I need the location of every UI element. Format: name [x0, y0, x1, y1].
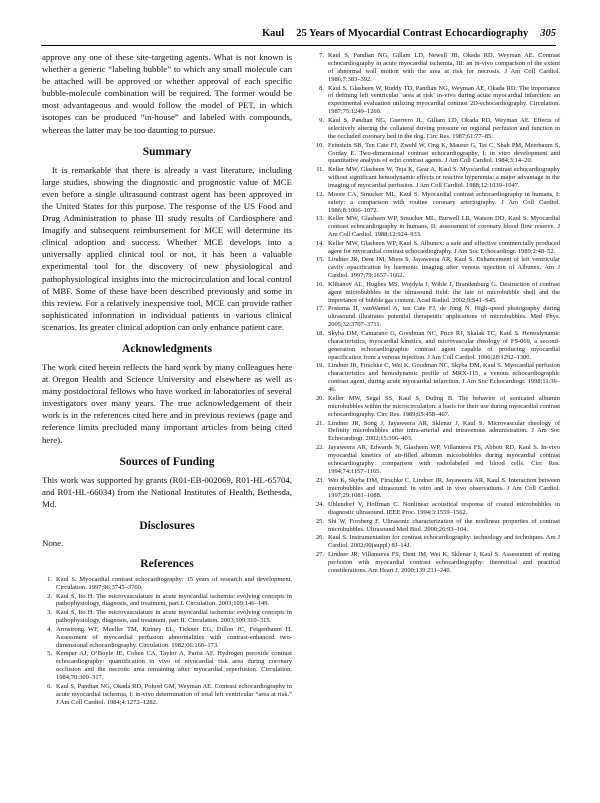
reference-item	[314, 191, 560, 215]
right-column	[314, 52, 560, 575]
reference-number: 10.	[315, 141, 324, 149]
funding-heading: Sources of Funding	[119, 455, 215, 468]
reference-text: Kaul S, Ito H. The microvasculature in acute myocardial ischemia: evolving concepts in pathophysiology, diagnosis, and treatment, part I. Circulation. 2003;109:146–149.	[56, 592, 292, 608]
reference-number: 9.	[319, 117, 324, 124]
reference-item	[314, 256, 560, 280]
reference-item	[314, 166, 560, 190]
reference-item	[314, 395, 560, 419]
reference-list-left	[42, 576, 292, 707]
reference-number: 8.	[319, 84, 324, 92]
reference-item	[314, 85, 560, 117]
reference-text: Uhlendorf V, Hoffman C. Nonlinear acoustical response of coated microbubbles in diagnostic ultrasound. IEEE Proc. 1994;3:1559–1562.	[328, 501, 560, 517]
reference-item	[314, 501, 560, 517]
reference-text: Moore CA, Smucker ML, Kaul S. Myocardial contrast echocardiography in humans, I: safety: a comparison with routine coronary arteriography. J Am Coll Cardiol. 1986;8:1066–1072.	[328, 190, 560, 214]
reference-text: Kaul S, Pandian NG, Guerrero JL, Gillam LD, Okada RD, Weyman AE. Effects of selectively altering the collateral driving pressure on regional perfusion and function in the occluded coronary bed in the dog. Circ Res. 1987;61:77–85.	[328, 117, 560, 140]
acknowledgments-heading: Acknowledgments	[121, 342, 213, 355]
funding-text: This work was supported by grants (R01-EB-002069, R01-HL-65704, and R01-HL-66034) from the National Institutes of Health, Bethesda, Md.	[42, 474, 292, 509]
reference-text: Klibanov AL, Hughes MS, Wojdyla J, Wible J, Brandenburg G. Destruction of contrast agent microbubbles in the ultrasound field: the fate of microbubble shell and the importance of bubble gas content. Acad Radiol. 2002;9:S41–S45.	[328, 280, 560, 304]
reference-number: 5.	[47, 650, 52, 658]
summary-heading: Summary	[142, 145, 192, 158]
reference-number: 24.	[315, 501, 324, 509]
reference-item	[42, 593, 292, 609]
header-rule	[41, 45, 556, 46]
reference-item	[42, 683, 292, 707]
reference-number: 11.	[316, 166, 324, 174]
reference-number: 14.	[315, 239, 324, 247]
page-number: 305	[540, 28, 556, 39]
reference-number: 16.	[315, 280, 324, 288]
reference-item	[42, 626, 292, 650]
reference-text: Keller MW, Glasheen WP, Smucker ML, Burwell LR, Watson DD, Kaul S. Myocardial contrast echocardiography in humans, II: assessment of coronary blood flow reserve. J Am Coll Cardiol. 1988;12:924–933.	[328, 215, 560, 239]
reference-number: 27.	[315, 550, 324, 558]
reference-number: 15.	[315, 256, 324, 264]
reference-text: Postema H, vanWamel A, ten Cate FJ, de Jong N. High-speed photography during ultrasound illustrates potential therapeutic applications of microbubbles. Med Phys. 2005;32:3707–3711.	[328, 305, 560, 329]
disclosures-text: None.	[42, 537, 64, 548]
reference-item	[314, 281, 560, 305]
reference-text: Kaul S. Instrumentation for contrast echocardiography: technology and techniques. Am J Cardiol. 2002;90(suppl) 8J–14J.	[328, 534, 560, 550]
reference-item	[42, 650, 292, 682]
reference-item	[42, 609, 292, 625]
reference-item	[314, 420, 560, 444]
header-running-title: 25 Years of Myocardial Contrast Echocardiography	[296, 28, 529, 39]
reference-text: Lindner JR, Song J, Jayaweera AR, Sklenar J, Kaul S. Microvascular rheology of Definity microbubbles after intra-arterial and intravenous administration. J Am Soc Echocardiogr. 2002;15:396–403.	[328, 419, 560, 443]
reference-item	[314, 305, 560, 329]
reference-number: 18.	[315, 329, 324, 337]
reference-text: Feinstein SB, Ten Cate FJ, Zwehl W, Ong K, Maurer G, Tei C, Shah PM, Meerbaum S, Corday E. Two-dimensional contrast echocardiography, I: in vitro development and quantitative analysis of echo contrast agents. J Am Coll Cardiol. 1984;3:14–20.	[328, 141, 560, 165]
reference-item	[314, 444, 560, 476]
disclosures-section	[42, 520, 292, 548]
reference-number: 19.	[315, 362, 324, 370]
reference-text: Skyba DM, Camarano G, Goodman NC, Price RJ, Skalak TC, Kaul S. Hemodynamic characteristics, myocardial kinetics, and microvascular rheology of FS-069, a second-generation echocardiographic contrast agent capable of producing myocardial opacification from a venous injection. J Am Coll Cardiol. 1996;28:1292–1300.	[328, 329, 560, 361]
reference-number: 2.	[47, 592, 52, 600]
reference-item	[314, 551, 560, 575]
left-column	[42, 51, 292, 707]
reference-number: 7.	[319, 52, 324, 59]
reference-number: 6.	[47, 682, 52, 690]
reference-item	[314, 117, 560, 141]
funding-section	[42, 456, 292, 510]
reference-text: Lindner JR, Dent JM, Moos S, Jayaweera AR, Kaul S. Enhancement of left ventricular cavity opacification by harmonic imaging after venous injection of Albunex. Am J Cardiol. 1997;79:1657–1662.	[328, 256, 560, 280]
reference-item	[314, 477, 560, 501]
reference-text: Shi W, Forsberg F. Ultrasonic characterization of the nonlinear properties of contrast microbubbles. Ultrasound Med Biol. 2000;26:93–104.	[328, 517, 560, 533]
reference-item	[314, 52, 560, 84]
disclosures-heading: Disclosures	[139, 519, 195, 532]
reference-number: 23.	[315, 476, 324, 484]
acknowledgments-text: The work cited herein reflects the hard work by many colleagues here at Oregon Health and Science University and elsewhere as well as many postdoctoral fellows who have worked in laboratories of several investigators over many years. The true acknowledgement of their work is in the references cited here and in previous reviews (page and reference limits precluded many important articles from being cited here).	[42, 361, 292, 445]
reference-text: Kaul S, Glasheen W, Ruddy TD, Pandian NG, Weyman AE, Okada RD. The importance of defining left ventricular ‘area at risk’ in-vivo during acute myocardial infarction: an experimental evaluation utilizing myocardial contrast 2D-echocardiography. Circulation. 1987;75:1249–1260.	[328, 84, 560, 116]
reference-item	[314, 330, 560, 362]
reference-text: Lindner JR, Firschke C, Wei K, Goodman NC, Skyba DM, Kaul S. Myocardial perfusion characteristics and hemodynamic profile of MRX-115, a venous echocardiographic contrast agent, during acute myocardial infarction. J Am Soc Echocardiogr. 1998;11:36–46.	[328, 362, 560, 394]
summary-paragraph: It is remarkable that there is already a vast literature, including large studies, showing the diagnostic and prognostic value of MCE even before a single ultrasound contrast agent has been approved in the United States for this purpose. The response of the US Food and Drug Administration to phase III study results of Cardiosphere and Imagify and subsequent reimbursement for MCE will determine its clinical adoption and success. Whether MCE develops into a universally applied clinical tool or not, it has been a valuable experimental tool for the discovery of new physiological and pathophysiological insights into the microcirculation and local control of MBF. Some of these have been described previously and some in this review. For a relatively inexpensive tool, MCE can provide rather sophisticated information in individual patients in various clinical scenarios. Its greater clinical adoption can only enhance patient care.	[42, 164, 292, 332]
reference-number: 17.	[315, 305, 324, 313]
reference-text: Kaul S, Pandian NG, Gillam LD, Newell JB, Okada RD, Weyman AE. Contrast echocardiography in acute myocardial ischemia, III: an in-vivo comparison of the extent of abnormal wall motion with the area at risk for necrosis. J Am Coll Cardiol. 1986;7:383–392.	[328, 52, 560, 83]
reference-item	[42, 576, 292, 592]
running-header	[0, 28, 556, 39]
reference-number: 25.	[315, 517, 324, 525]
reference-number: 12.	[315, 190, 324, 198]
reference-number: 22.	[315, 444, 324, 452]
reference-text: Jayaweera AR, Edwards N, Glasheen WP, Villanueva FS, Abbott RD, Kaul S. In-vivo myocardial kinetics of air-filled albumin microbubbles during myocardial contrast echocardiography: comparison with radiolabeled red blood cells. Circ Res. 1994;74:1157–1165.	[328, 444, 560, 475]
reference-text: Keller MW, Glasheen WP, Kaul S. Albunex: a safe and effective commercially produced agent for myocardial contrast echocardiography. J Am Soc Echocardiogr. 1989;2:48–52.	[328, 239, 560, 255]
header-author: Kaul	[262, 28, 285, 39]
reference-number: 21.	[315, 419, 324, 427]
summary-section	[42, 146, 292, 333]
reference-text: Keller MW, Segal SS, Kaul S, Duling B. The behavior of sonicated albumin microbubbles within the microcirculation: a basis for their use during myocardial contrast echocardiography. Circ Res. 1989;65:458–467.	[328, 394, 560, 418]
reference-number: 13.	[315, 215, 324, 223]
reference-item	[314, 215, 560, 239]
acknowledgments-section	[42, 343, 292, 446]
reference-item	[314, 362, 560, 394]
reference-number: 26.	[315, 534, 324, 542]
reference-text: Kaul S, Ito H. The microvasculature in acute myocardial ischemia: evolving concepts in pathophysiology, diagnosis, and treatment, part II. Circulation. 2003;109:310–315.	[56, 609, 292, 625]
reference-item	[314, 240, 560, 256]
reference-text: Keller MW, Glasheen W, Teja K, Gear A, Kaul S. Myocardial contrast echocardiography without significant hemodynamic effects or reactive hyperemia: a major advantage in the imaging of myocardial perfusion. J Am Coll Cardiol. 1988;12:1039–1047.	[328, 166, 560, 189]
reference-item	[314, 518, 560, 534]
reference-number: 3.	[47, 609, 52, 617]
intro-paragraph: approve any one of these site-targeting agents. What is not known is whether a generic “labeling bubble” to which any small molecule can be attached will be approved or whether approval of each specific bubble-molecule combination will be required. The former would be most advantageous and would follow the model of PET, in which isotopes can be produced “in-house” and labeled with compounds, whereas the latter may be too daunting to pursue.	[42, 52, 292, 135]
reference-text: Kaul S, Pandian NG, Okada RD, Pohost GM, Weyman AE. Contrast echocardiography in acute myocardial ischemia, I: in-vivo determination of total left ventricular “area at risk.” J Am Coll Cardiol. 1984;4:1272–1282.	[56, 682, 292, 706]
reference-item	[314, 142, 560, 166]
reference-number: 20.	[315, 394, 324, 402]
reference-item	[314, 534, 560, 550]
reference-text: Kaul S. Myocardial contrast echocardiography: 15 years of research and development. Circulation. 1997;96:3745–3760.	[56, 575, 292, 591]
reference-list-right	[314, 52, 560, 575]
reference-text: Armstrong WF, Mueller TM, Kinney EL, Tickner EG, Dillon JC, Feigenbaum H. Assessment of myocardial perfusion abnormalities with contrast-enhanced two-dimensional echocardiography. Circulation. 1982;66:166–173.	[56, 625, 292, 649]
reference-number: 4.	[47, 625, 52, 633]
reference-number: 1.	[47, 575, 52, 583]
references-heading: References	[140, 557, 194, 570]
reference-text: Lindner JR, Villanueva FS, Dent JM, Wei K, Sklenar J, Kaul S. Assessment of resting perfusion with myocardial contrast echocardiography: theoretical and practical considerations. Am Heart J. 2000;139:231–240.	[328, 550, 560, 574]
reference-text: Wei K, Skyba DM, Firschke C, Lindner JR, Jayaweera AR, Kaul S. Interaction between microbubbles and ultrasound: in vitro and in vivo observations. J Am Coll Cardiol. 1997;29:1081–1088.	[328, 476, 560, 500]
reference-text: Kemper AJ, O’Boyle JE, Cohen CA, Taylor A, Parisi AF. Hydrogen peroxide contrast echocardiography: quantification in vivo of myocardial risk area during coronary occlusion and the necrotic area remaining after myocardial reperfusion. Circulation. 1984;70:309–317.	[56, 650, 292, 682]
references-section	[42, 558, 292, 707]
